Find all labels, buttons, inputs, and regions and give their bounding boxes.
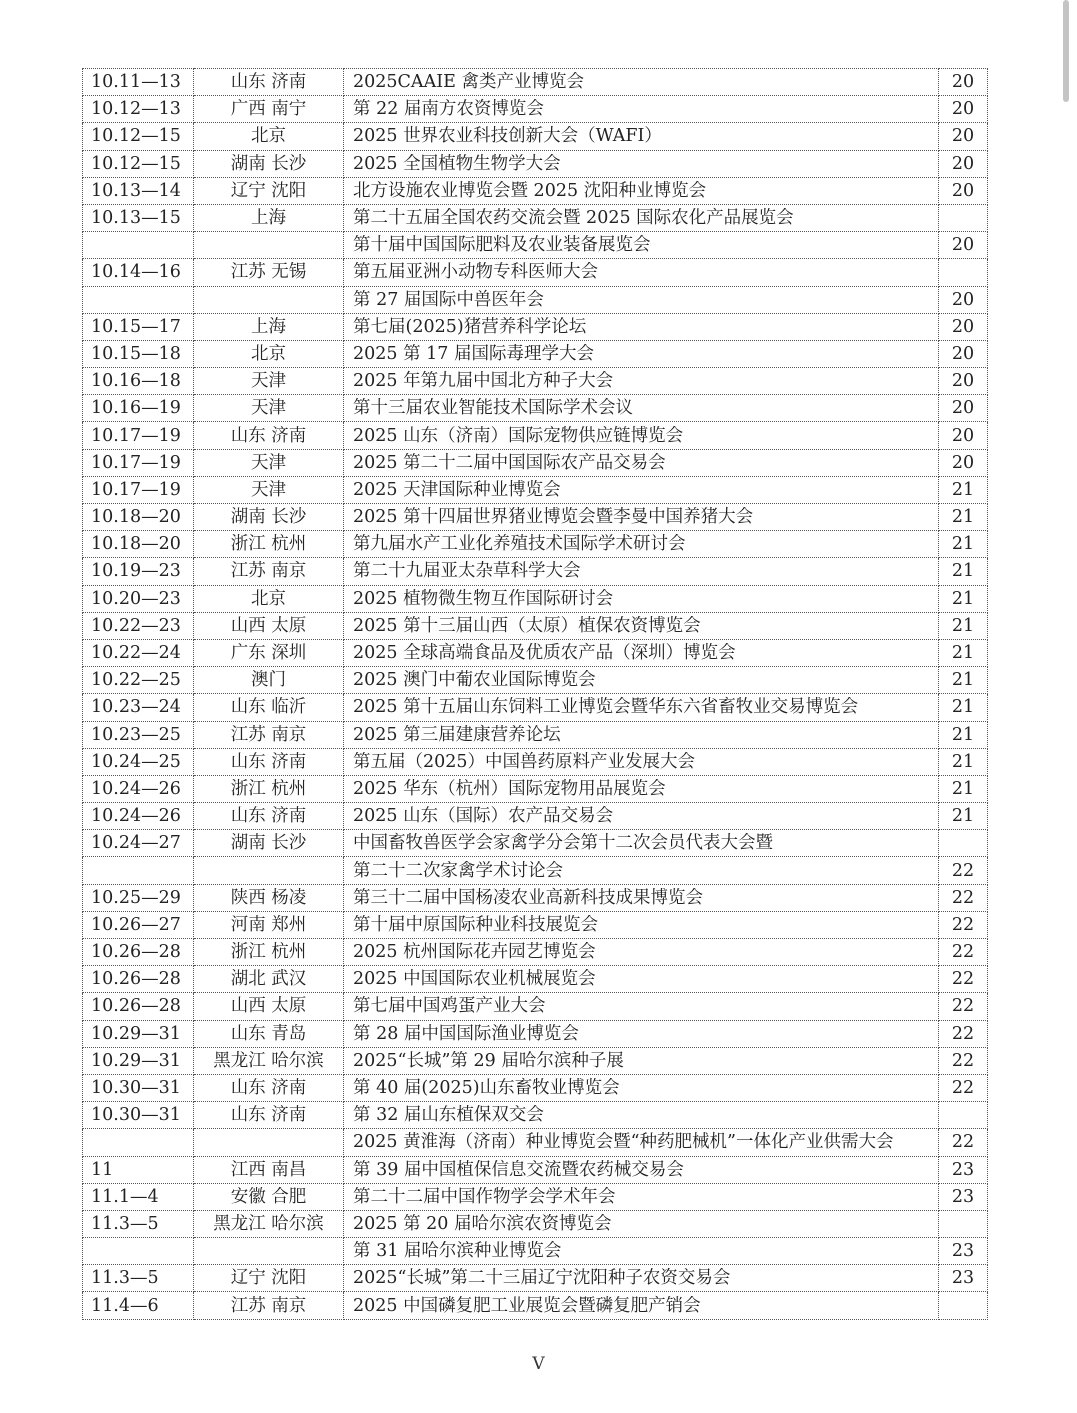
date-cell: 10.30—31	[83, 1102, 194, 1129]
date-cell: 10.25—29	[83, 884, 194, 911]
location-cell: 北京	[194, 123, 344, 150]
date-cell: 10.17—19	[83, 476, 194, 503]
date-cell: 10.26—28	[83, 993, 194, 1020]
location-cell: 浙江 杭州	[194, 531, 344, 558]
page-cell: 20	[939, 449, 988, 476]
location-cell: 山东 济南	[194, 422, 344, 449]
event-name-cell: 第 22 届南方农资博览会	[344, 96, 939, 123]
page-cell: 20	[939, 232, 988, 259]
page-cell: 21	[939, 667, 988, 694]
event-name-cell: 2025 中国国际农业机械展览会	[344, 966, 939, 993]
date-cell: 10.22—23	[83, 612, 194, 639]
table-row	[83, 96, 988, 123]
event-name-cell: 第十届中国国际肥料及农业装备展览会	[344, 232, 939, 259]
date-cell: 10.17—19	[83, 422, 194, 449]
location-cell: 浙江 杭州	[194, 775, 344, 802]
table-row	[83, 368, 988, 395]
event-name-cell: 第二十二次家禽学术讨论会	[344, 857, 939, 884]
event-name-cell: 2025 第十三届山西（太原）植保农资博览会	[344, 612, 939, 639]
location-cell	[194, 1129, 344, 1156]
page-cell: 21	[939, 585, 988, 612]
event-name-cell: 2025 植物微生物互作国际研讨会	[344, 585, 939, 612]
event-name-cell: 第 40 届(2025)山东畜牧业博览会	[344, 1074, 939, 1101]
table-row	[83, 259, 988, 286]
event-name-cell: 第五届亚洲小动物专科医师大会	[344, 259, 939, 286]
date-cell	[83, 1129, 194, 1156]
date-cell: 10.24—25	[83, 748, 194, 775]
event-name-cell: 2025“长城”第 29 届哈尔滨种子展	[344, 1047, 939, 1074]
location-cell: 天津	[194, 368, 344, 395]
event-name-cell: 2025 黄淮海（济南）种业博览会暨“种药肥械机”一体化产业供需大会	[344, 1129, 939, 1156]
location-cell: 上海	[194, 204, 344, 231]
page-cell: 22	[939, 993, 988, 1020]
date-cell: 10.14—16	[83, 259, 194, 286]
page-cell: 22	[939, 911, 988, 938]
date-cell	[83, 232, 194, 259]
location-cell: 上海	[194, 313, 344, 340]
date-cell: 10.24—26	[83, 803, 194, 830]
event-name-cell: 2025 第 17 届国际毒理学大会	[344, 340, 939, 367]
table-row	[83, 449, 988, 476]
table-row	[83, 857, 988, 884]
event-name-cell: 第 39 届中国植保信息交流暨农药械交易会	[344, 1156, 939, 1183]
date-cell: 10.11—13	[83, 69, 194, 96]
date-cell	[83, 1238, 194, 1265]
table-row	[83, 884, 988, 911]
page-number: V	[532, 1354, 545, 1374]
table-row	[83, 1102, 988, 1129]
location-cell: 天津	[194, 476, 344, 503]
page-cell: 20	[939, 150, 988, 177]
page-cell: 22	[939, 1047, 988, 1074]
page-cell: 22	[939, 939, 988, 966]
table-row	[83, 803, 988, 830]
event-name-cell: 2025 华东（杭州）国际宠物用品展览会	[344, 775, 939, 802]
table-row	[83, 1238, 988, 1265]
page-cell	[939, 830, 988, 857]
date-cell: 10.30—31	[83, 1074, 194, 1101]
date-cell: 10.24—26	[83, 775, 194, 802]
date-cell: 10.13—15	[83, 204, 194, 231]
table-row	[83, 476, 988, 503]
table-row	[83, 748, 988, 775]
location-cell: 山东 济南	[194, 1074, 344, 1101]
page-cell: 22	[939, 966, 988, 993]
event-name-cell: 第二十九届亚太杂草科学大会	[344, 558, 939, 585]
date-cell: 10.23—25	[83, 721, 194, 748]
location-cell: 黑龙江 哈尔滨	[194, 1210, 344, 1237]
page-cell: 20	[939, 340, 988, 367]
date-cell	[83, 857, 194, 884]
page-cell: 20	[939, 96, 988, 123]
table-row	[83, 911, 988, 938]
location-cell: 山东 青岛	[194, 1020, 344, 1047]
table-row	[83, 1156, 988, 1183]
table-row	[83, 150, 988, 177]
table-row	[83, 504, 988, 531]
event-name-cell: 2025 全国植物生物学大会	[344, 150, 939, 177]
table-row	[83, 1129, 988, 1156]
table-row	[83, 232, 988, 259]
location-cell: 北京	[194, 340, 344, 367]
event-name-cell: 2025 杭州国际花卉园艺博览会	[344, 939, 939, 966]
location-cell	[194, 232, 344, 259]
page-cell	[939, 1210, 988, 1237]
date-cell: 10.29—31	[83, 1020, 194, 1047]
table-row	[83, 1183, 988, 1210]
page-cell: 21	[939, 476, 988, 503]
events-table	[82, 68, 988, 1320]
page-cell	[939, 259, 988, 286]
event-name-cell: 2025 第二十二届中国国际农产品交易会	[344, 449, 939, 476]
page-cell: 21	[939, 612, 988, 639]
date-cell: 10.15—17	[83, 313, 194, 340]
date-cell: 10.24—27	[83, 830, 194, 857]
event-name-cell: 第七届(2025)猪营养科学论坛	[344, 313, 939, 340]
table-row	[83, 1265, 988, 1292]
location-cell	[194, 857, 344, 884]
table-row	[83, 585, 988, 612]
location-cell: 山西 太原	[194, 612, 344, 639]
date-cell: 10.29—31	[83, 1047, 194, 1074]
page-cell: 22	[939, 1074, 988, 1101]
date-cell: 10.20—23	[83, 585, 194, 612]
table-row	[83, 340, 988, 367]
table-row	[83, 639, 988, 666]
date-cell: 10.18—20	[83, 531, 194, 558]
page-cell: 21	[939, 639, 988, 666]
event-name-cell: 中国畜牧兽医学会家禽学分会第十二次会员代表大会暨	[344, 830, 939, 857]
event-name-cell: 2025CAAIE 禽类产业博览会	[344, 69, 939, 96]
page-cell	[939, 1292, 988, 1319]
event-name-cell: 第二十二届中国作物学会学术年会	[344, 1183, 939, 1210]
location-cell: 江苏 南京	[194, 558, 344, 585]
date-cell: 11.1—4	[83, 1183, 194, 1210]
date-cell: 10.16—18	[83, 368, 194, 395]
table-row	[83, 721, 988, 748]
table-row	[83, 775, 988, 802]
page-cell: 22	[939, 1020, 988, 1047]
date-cell: 11.4—6	[83, 1292, 194, 1319]
location-cell: 湖北 武汉	[194, 966, 344, 993]
event-name-cell: 2025 中国磷复肥工业展览会暨磷复肥产销会	[344, 1292, 939, 1319]
page-cell: 20	[939, 69, 988, 96]
date-cell: 10.12—13	[83, 96, 194, 123]
page-cell: 23	[939, 1238, 988, 1265]
event-name-cell: 第 27 届国际中兽医年会	[344, 286, 939, 313]
location-cell: 山东 济南	[194, 1102, 344, 1129]
table-row	[83, 558, 988, 585]
location-cell: 黑龙江 哈尔滨	[194, 1047, 344, 1074]
location-cell: 安徽 合肥	[194, 1183, 344, 1210]
date-cell: 10.12—15	[83, 123, 194, 150]
page-cell: 23	[939, 1156, 988, 1183]
location-cell: 湖南 长沙	[194, 830, 344, 857]
event-name-cell: 第九届水产工业化养殖技术国际学术研讨会	[344, 531, 939, 558]
event-name-cell: 第十三届农业智能技术国际学术会议	[344, 395, 939, 422]
table-row	[83, 1020, 988, 1047]
table-row	[83, 993, 988, 1020]
date-cell: 10.22—24	[83, 639, 194, 666]
event-name-cell: 第三十二届中国杨凌农业高新科技成果博览会	[344, 884, 939, 911]
table-row	[83, 286, 988, 313]
date-cell: 10.15—18	[83, 340, 194, 367]
event-name-cell: 2025 年第九届中国北方种子大会	[344, 368, 939, 395]
location-cell: 广东 深圳	[194, 639, 344, 666]
page-cell: 23	[939, 1265, 988, 1292]
event-name-cell: 2025 山东（济南）国际宠物供应链博览会	[344, 422, 939, 449]
location-cell: 天津	[194, 395, 344, 422]
page-cell: 20	[939, 286, 988, 313]
location-cell: 澳门	[194, 667, 344, 694]
event-name-cell: 第十届中原国际种业科技展览会	[344, 911, 939, 938]
table-row	[83, 612, 988, 639]
location-cell: 江西 南昌	[194, 1156, 344, 1183]
scrollbar[interactable]	[1063, 0, 1069, 102]
table-row	[83, 204, 988, 231]
event-name-cell: 2025 世界农业科技创新大会（WAFI）	[344, 123, 939, 150]
date-cell: 10.19—23	[83, 558, 194, 585]
location-cell: 山东 临沂	[194, 694, 344, 721]
table-row	[83, 1047, 988, 1074]
table-row	[83, 1074, 988, 1101]
page-cell: 21	[939, 775, 988, 802]
location-cell: 湖南 长沙	[194, 150, 344, 177]
page-cell: 21	[939, 504, 988, 531]
location-cell: 山东 济南	[194, 69, 344, 96]
table-row	[83, 939, 988, 966]
page-cell: 20	[939, 123, 988, 150]
page-cell: 23	[939, 1183, 988, 1210]
date-cell: 11.3—5	[83, 1265, 194, 1292]
location-cell: 天津	[194, 449, 344, 476]
table-row	[83, 667, 988, 694]
table-row	[83, 395, 988, 422]
table-row	[83, 422, 988, 449]
page-cell: 22	[939, 884, 988, 911]
event-name-cell: 2025 天津国际种业博览会	[344, 476, 939, 503]
date-cell: 10.18—20	[83, 504, 194, 531]
date-cell: 10.17—19	[83, 449, 194, 476]
page-cell: 21	[939, 721, 988, 748]
location-cell: 江苏 无锡	[194, 259, 344, 286]
date-cell: 11	[83, 1156, 194, 1183]
date-cell: 10.26—28	[83, 966, 194, 993]
page-cell: 21	[939, 694, 988, 721]
location-cell: 陕西 杨凌	[194, 884, 344, 911]
event-name-cell: 第七届中国鸡蛋产业大会	[344, 993, 939, 1020]
table-row	[83, 694, 988, 721]
date-cell: 10.26—27	[83, 911, 194, 938]
location-cell: 河南 郑州	[194, 911, 344, 938]
location-cell	[194, 286, 344, 313]
page-cell: 21	[939, 531, 988, 558]
event-name-cell: 2025 澳门中葡农业国际博览会	[344, 667, 939, 694]
location-cell: 江苏 南京	[194, 721, 344, 748]
table-row	[83, 531, 988, 558]
location-cell: 山西 太原	[194, 993, 344, 1020]
date-cell	[83, 286, 194, 313]
events-table-body	[83, 69, 988, 1320]
table-row	[83, 1292, 988, 1319]
page-cell: 20	[939, 368, 988, 395]
table-row	[83, 830, 988, 857]
event-name-cell: 第 31 届哈尔滨种业博览会	[344, 1238, 939, 1265]
table-row	[83, 966, 988, 993]
event-name-cell: 第 28 届中国国际渔业博览会	[344, 1020, 939, 1047]
page-cell: 20	[939, 422, 988, 449]
page-cell	[939, 204, 988, 231]
page-cell: 20	[939, 177, 988, 204]
location-cell: 山东 济南	[194, 803, 344, 830]
location-cell: 辽宁 沈阳	[194, 177, 344, 204]
table-row	[83, 1210, 988, 1237]
table-row	[83, 69, 988, 96]
page-cell: 22	[939, 857, 988, 884]
date-cell: 10.22—25	[83, 667, 194, 694]
page-cell	[939, 1102, 988, 1129]
location-cell	[194, 1238, 344, 1265]
location-cell: 山东 济南	[194, 748, 344, 775]
event-name-cell: 2025 第三届建康营养论坛	[344, 721, 939, 748]
location-cell: 江苏 南京	[194, 1292, 344, 1319]
event-name-cell: 北方设施农业博览会暨 2025 沈阳种业博览会	[344, 177, 939, 204]
event-name-cell: 第五届（2025）中国兽药原料产业发展大会	[344, 748, 939, 775]
event-name-cell: 第 32 届山东植保双交会	[344, 1102, 939, 1129]
event-name-cell: 第二十五届全国农药交流会暨 2025 国际农化产品展览会	[344, 204, 939, 231]
location-cell: 广西 南宁	[194, 96, 344, 123]
location-cell: 辽宁 沈阳	[194, 1265, 344, 1292]
location-cell: 北京	[194, 585, 344, 612]
event-name-cell: 2025 全球高端食品及优质农产品（深圳）博览会	[344, 639, 939, 666]
page-cell: 20	[939, 313, 988, 340]
table-row	[83, 313, 988, 340]
date-cell: 10.23—24	[83, 694, 194, 721]
location-cell: 湖南 长沙	[194, 504, 344, 531]
table-row	[83, 123, 988, 150]
date-cell: 10.12—15	[83, 150, 194, 177]
date-cell: 10.13—14	[83, 177, 194, 204]
page-cell: 21	[939, 558, 988, 585]
event-name-cell: 2025 山东（国际）农产品交易会	[344, 803, 939, 830]
table-row	[83, 177, 988, 204]
page-cell: 21	[939, 803, 988, 830]
location-cell: 浙江 杭州	[194, 939, 344, 966]
date-cell: 10.26—28	[83, 939, 194, 966]
event-name-cell: 2025 第 20 届哈尔滨农资博览会	[344, 1210, 939, 1237]
page-cell: 20	[939, 395, 988, 422]
date-cell: 10.16—19	[83, 395, 194, 422]
event-name-cell: 2025 第十四届世界猪业博览会暨李曼中国养猪大会	[344, 504, 939, 531]
page-cell: 21	[939, 748, 988, 775]
date-cell: 11.3—5	[83, 1210, 194, 1237]
event-name-cell: 2025 第十五届山东饲料工业博览会暨华东六省畜牧业交易博览会	[344, 694, 939, 721]
event-name-cell: 2025“长城”第二十三届辽宁沈阳种子农资交易会	[344, 1265, 939, 1292]
page-cell: 22	[939, 1129, 988, 1156]
